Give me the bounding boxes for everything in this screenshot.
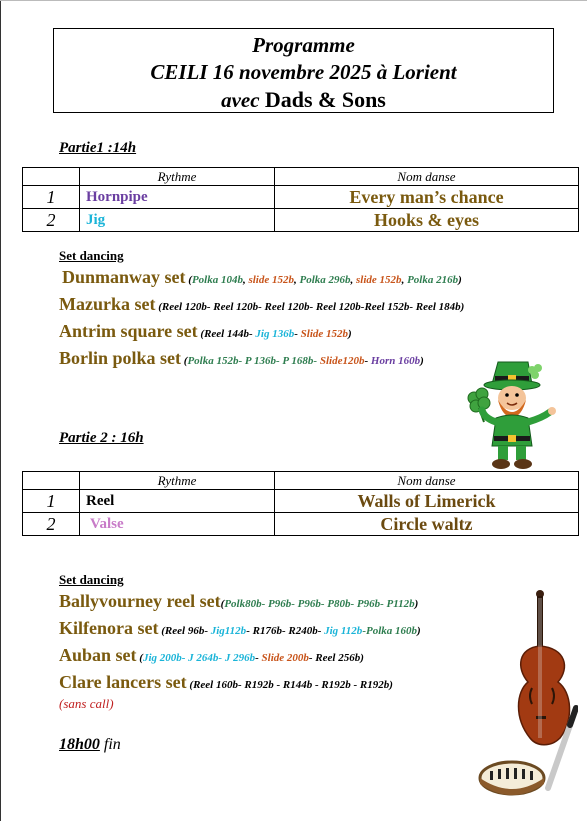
page-edge-left <box>0 0 1 821</box>
set-name: Ballyvourney reel set <box>59 591 221 611</box>
set-item <box>59 643 421 670</box>
row-rythme: Jig <box>80 209 275 232</box>
band-line <box>54 86 553 114</box>
set-item <box>59 319 464 346</box>
row-number: 2 <box>23 513 80 536</box>
leprechaun-icon <box>462 360 562 472</box>
set-detail: (Polka 104b, slide 152b, Polka 296b, slide 152b, Polka 216b) <box>185 274 462 286</box>
set-name: Dunmanway set <box>62 267 186 287</box>
set-item <box>59 670 421 697</box>
header-rythme: Rythme <box>80 168 275 186</box>
set-name: Borlin polka set <box>59 348 182 368</box>
set-detail: (Polka 152b- P 136b- P 168b- Slide120b- Horn 160b) <box>181 355 424 367</box>
page-edge-top <box>0 0 587 1</box>
set-item <box>59 292 464 319</box>
sans-call-note: (sans call) <box>59 696 114 711</box>
row-number: 1 <box>23 186 80 209</box>
end-time: 18h00 <box>59 736 100 753</box>
header-rythme: Rythme <box>80 472 275 490</box>
row-rythme: Hornpipe <box>80 186 275 209</box>
set-name: Antrim square set <box>59 321 198 341</box>
programme-title-box <box>53 28 554 113</box>
band-name: Dads & Sons <box>264 87 386 112</box>
event-title: CEILI 16 novembre 2025 à Lorient <box>150 60 457 84</box>
end-label: fin <box>103 736 121 753</box>
part1-set-dancing-title: Set dancing <box>59 248 124 263</box>
set-detail: (Polk80b- P96b- P96b- P80b- P96b- P112b) <box>220 598 419 610</box>
set-item <box>59 265 464 292</box>
part2-set-dancing-title: Set dancing <box>59 572 124 587</box>
row-rythme: Reel <box>80 490 275 513</box>
table-row <box>23 490 579 513</box>
set-detail: (Reel 96b- Jig112b- R176b- R240b- Jig 112b-Polka 160b) <box>158 625 421 637</box>
programme-heading: Programme <box>252 33 355 57</box>
part2-set-list <box>59 589 421 711</box>
header-nom-danse: Nom danse <box>275 168 579 186</box>
part2-table <box>22 471 579 536</box>
row-nom-danse: Walls of Limerick <box>275 490 579 513</box>
header-num-cell <box>23 168 80 186</box>
set-detail: (Jig 200b- J 264b- J 296b- Slide 200b- Reel 256b) <box>136 652 364 664</box>
table-row <box>23 186 579 209</box>
set-item <box>59 346 464 373</box>
table-row <box>23 209 579 232</box>
set-name: Kilfenora set <box>59 618 159 638</box>
part1-set-list <box>59 265 464 373</box>
part1-table <box>22 167 579 232</box>
set-name: Clare lancers set <box>59 672 187 692</box>
row-nom-danse: Circle waltz <box>275 513 579 536</box>
row-rythme: Valse <box>80 513 275 536</box>
header-num-cell <box>23 472 80 490</box>
set-detail: (Reel 120b- Reel 120b- Reel 120b- Reel 120b-Reel 152b- Reel 184b) <box>155 301 465 313</box>
set-detail: (Reel 144b- Jig 136b- Slide 152b) <box>197 328 352 340</box>
row-nom-danse: Every man’s chance <box>275 186 579 209</box>
set-name: Auban set <box>59 645 137 665</box>
table-header-row <box>23 168 579 186</box>
violin-bodhran-whistle-icon <box>478 588 578 806</box>
header-nom-danse: Nom danse <box>275 472 579 490</box>
end-time-line <box>59 736 121 754</box>
set-name: Mazurka set <box>59 294 156 314</box>
row-number: 2 <box>23 209 80 232</box>
row-nom-danse: Hooks & eyes <box>275 209 579 232</box>
band-prefix: avec <box>221 88 260 112</box>
set-detail: (Reel 160b- R192b - R144b - R192b - R192b) <box>186 679 393 691</box>
row-number: 1 <box>23 490 80 513</box>
set-item <box>59 589 421 616</box>
table-header-row <box>23 472 579 490</box>
part2-title: Partie 2 : 16h <box>59 430 144 446</box>
set-item <box>59 616 421 643</box>
table-row <box>23 513 579 536</box>
part1-title: Partie1 :14h <box>59 140 137 156</box>
